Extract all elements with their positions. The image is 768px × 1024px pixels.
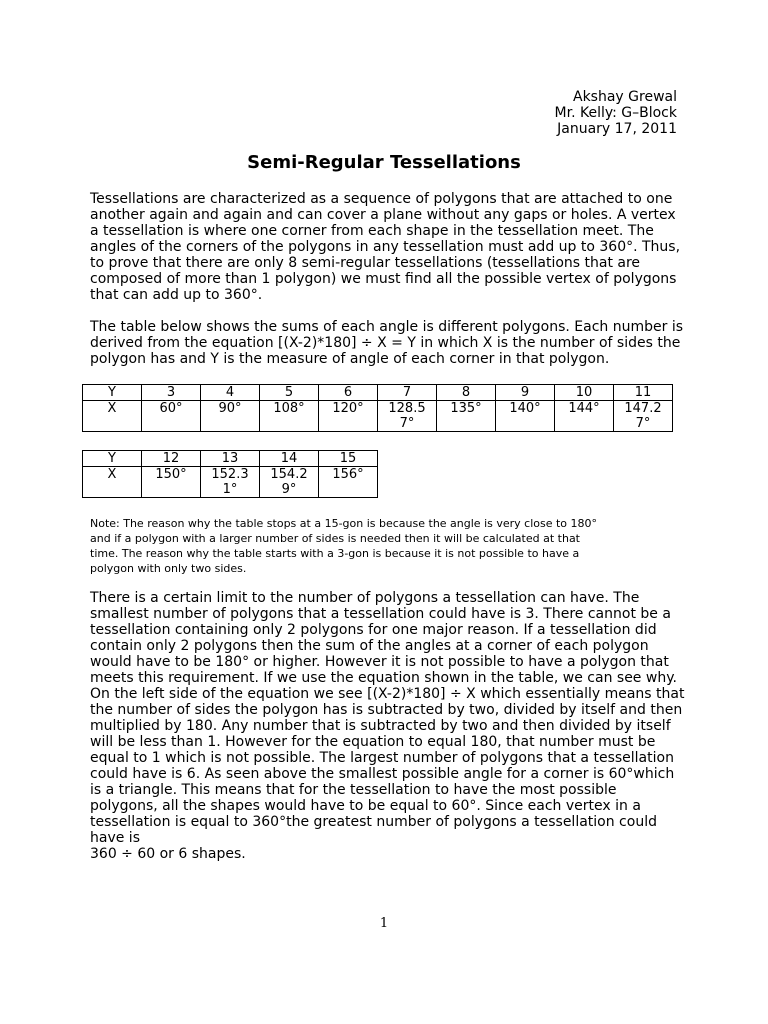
- cell-line: 60°: [159, 401, 183, 416]
- header-block: [555, 89, 677, 137]
- angle-table-2: [82, 450, 378, 498]
- table-cell: [83, 467, 142, 498]
- text-line: a tessellation is where one corner from each shape in the tessellation meet. The: [90, 223, 654, 239]
- text-line: contain only 2 polygons then the sum of the angles at a corner of each polygon: [90, 638, 649, 654]
- text-line: time. The reason why the table starts with a 3-gon is because it is not possible to have a: [90, 547, 580, 560]
- text-line: Tessellations are characterized as a sequence of polygons that are attached to one: [90, 191, 673, 207]
- cell-line: 156°: [332, 467, 364, 482]
- text-line: have is: [90, 830, 140, 846]
- cell-line: X: [107, 467, 117, 482]
- table-cell: Y: [83, 385, 142, 401]
- text-line: will be less than 1. However for the equation to equal 180, that number must be: [90, 734, 656, 750]
- cell-line: 154.2: [270, 467, 308, 482]
- cell-line: 135°: [450, 401, 482, 416]
- limit-paragraph: [90, 590, 690, 862]
- cell-line: 152.3: [211, 467, 249, 482]
- text-line: polygon has and Y is the measure of angle of each corner in that polygon.: [90, 351, 610, 367]
- table-cell: 5: [260, 385, 319, 401]
- table-cell: 14: [260, 451, 319, 467]
- table-cell: 11: [614, 385, 673, 401]
- angle-table-1: [82, 384, 673, 432]
- cell-line: 90°: [218, 401, 242, 416]
- text-line: could have is 6. As seen above the smallest possible angle for a corner is 60°which: [90, 766, 675, 782]
- table-cell: [260, 467, 319, 498]
- page-number: 1: [379, 916, 389, 931]
- table-row-x: [83, 467, 378, 498]
- cell-line: 144°: [568, 401, 600, 416]
- table-cell: [260, 401, 319, 432]
- table-cell: 7: [378, 385, 437, 401]
- text-line: derived from the equation [(X-2)*180] ÷ X = Y in which X is the number of sides the: [90, 335, 681, 351]
- table-cell: 9: [496, 385, 555, 401]
- table-cell: [83, 401, 142, 432]
- text-line: meets this requirement. If we use the equation shown in the table, we can see why.: [90, 670, 677, 686]
- text-line: polygons, all the shapes would have to be equal to 60°. Since each vertex in a: [90, 798, 641, 814]
- text-line: another again and again and can cover a plane without any gaps or holes. A vertex: [90, 207, 676, 223]
- table-cell: 13: [201, 451, 260, 467]
- cell-line: 120°: [332, 401, 364, 416]
- table-cell: 3: [142, 385, 201, 401]
- table-cell: [496, 401, 555, 432]
- table-cell: [319, 401, 378, 432]
- table-cell: Y: [83, 451, 142, 467]
- table-intro-paragraph: [90, 319, 690, 367]
- table-cell: [555, 401, 614, 432]
- text-line: polygon with only two sides.: [90, 562, 247, 575]
- table-cell: 10: [555, 385, 614, 401]
- author-name: Akshay Grewal: [573, 89, 677, 105]
- text-line: the number of sides the polygon has is subtracted by two, divided by itself and then: [90, 702, 683, 718]
- text-line: tessellation containing only 2 polygons for one major reason. If a tessellation did: [90, 622, 657, 638]
- text-line: smallest number of polygons that a tessellation could have is 3. There cannot be a: [90, 606, 671, 622]
- cell-line: 140°: [509, 401, 541, 416]
- document-title: Semi-Regular Tessellations: [247, 152, 521, 173]
- text-line: multiplied by 180. Any number that is subtracted by two and then divided by itself: [90, 718, 671, 734]
- table-row-y: [83, 385, 673, 401]
- cell-line: 7°: [635, 416, 651, 431]
- cell-line: 108°: [273, 401, 305, 416]
- text-line: composed of more than 1 polygon) we must find all the possible vertex of polygons: [90, 271, 677, 287]
- text-line: is a triangle. This means that for the tessellation to have the most possible: [90, 782, 617, 798]
- cell-line: 7°: [399, 416, 415, 431]
- table-cell: [201, 401, 260, 432]
- table-cell: 6: [319, 385, 378, 401]
- cell-line: 128.5: [388, 401, 426, 416]
- table-cell: [142, 401, 201, 432]
- text-line: that can add up to 360°.: [90, 287, 263, 303]
- table-cell: [378, 401, 437, 432]
- text-line: Note: The reason why the table stops at a 15-gon is because the angle is very close to 180°: [90, 517, 598, 530]
- table-cell: 12: [142, 451, 201, 467]
- cell-line: 150°: [155, 467, 187, 482]
- table-row-x: [83, 401, 673, 432]
- table-cell: [437, 401, 496, 432]
- text-line: would have to be 180° or higher. However it is not possible to have a polygon that: [90, 654, 669, 670]
- text-line: On the left side of the equation we see [(X-2)*180] ÷ X which essentially means that: [90, 686, 685, 702]
- table-cell: [142, 467, 201, 498]
- text-line: 360 ÷ 60 or 6 shapes.: [90, 846, 246, 862]
- table-cell: [614, 401, 673, 432]
- text-line: The table below shows the sums of each angle is different polygons. Each number is: [90, 319, 684, 335]
- cell-line: 147.2: [624, 401, 662, 416]
- text-line: equal to 1 which is not possible. The largest number of polygons that a tessellation: [90, 750, 674, 766]
- document-date: January 17, 2011: [557, 121, 677, 137]
- table-row-y: [83, 451, 378, 467]
- text-line: tessellation is equal to 360°the greatest number of polygons a tessellation could: [90, 814, 657, 830]
- table-cell: [201, 467, 260, 498]
- cell-line: X: [107, 401, 117, 416]
- text-line: and if a polygon with a larger number of sides is needed then it will be calculated at that: [90, 532, 580, 545]
- text-line: to prove that there are only 8 semi-regular tessellations (tessellations that are: [90, 255, 641, 271]
- teacher-block: Mr. Kelly: G–Block: [554, 105, 677, 121]
- text-line: angles of the corners of the polygons in any tessellation must add up to 360°. Thus,: [90, 239, 681, 255]
- text-line: There is a certain limit to the number of polygons a tessellation can have. The: [90, 590, 640, 606]
- note-paragraph: [90, 516, 690, 576]
- table-cell: 8: [437, 385, 496, 401]
- table-cell: 15: [319, 451, 378, 467]
- cell-line: 9°: [281, 482, 297, 497]
- table-cell: 4: [201, 385, 260, 401]
- table-cell: [319, 467, 378, 498]
- cell-line: 1°: [222, 482, 238, 497]
- intro-paragraph: [90, 191, 690, 303]
